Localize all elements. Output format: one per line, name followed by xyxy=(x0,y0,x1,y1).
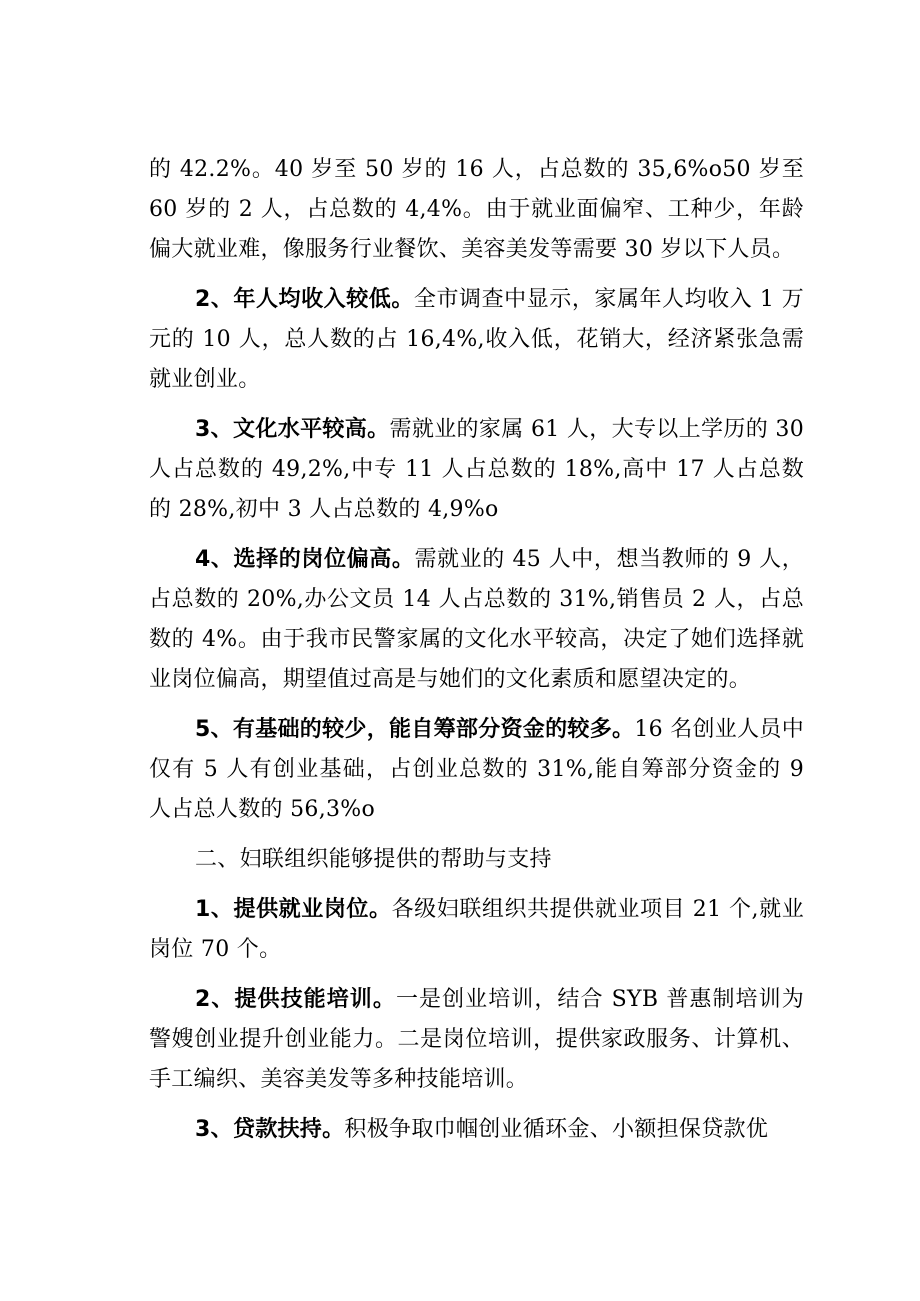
paragraph-text: 需就业的 45 人中，想当教师的 9 人，占总数的 20%,办公文员 14 人占总数的 31%,销售员 2 人，占总数的 4%。由于我市民警家属的文化水平较高，决定了她们选择就业岗位偏高，期望值过高是与她们的文化素质和愿望决定的。 xyxy=(149,547,805,692)
paragraph-text: 一是创业培训，结合 SYB 普惠制培训为警嫂创业提升创业能力。二是岗位培训，提供家政服务、计算机、手工编织、美容美发等多种技能培训。 xyxy=(149,987,804,1092)
paragraph-lead: 3、贷款扶持。 xyxy=(195,1117,345,1142)
paragraph-lead: 5、有基础的较少，能自筹部分资金的较多。 xyxy=(195,717,635,742)
document-body xyxy=(149,150,804,1150)
paragraph-text: 的 42.2%。40 岁至 50 岁的 16 人，占总数的 35,6%o50 岁至 60 岁的 2 人，占总数的 4,4%。由于就业面偏窄、工种少，年龄偏大就业难，像服务行业餐饮、美容美发等需要 30 岁以下人员。 xyxy=(149,157,804,262)
section-heading: 二、妇联组织能够提供的帮助与支持 xyxy=(195,847,552,872)
paragraph-job-positions xyxy=(149,890,804,970)
paragraph-lead: 2、年人均收入较低。 xyxy=(195,287,414,312)
paragraph-job-preference xyxy=(149,540,804,700)
paragraph-lead: 1、提供就业岗位。 xyxy=(195,897,392,922)
paragraph-lead: 2、提供技能培训。 xyxy=(195,987,396,1012)
paragraph-skills-training xyxy=(149,980,804,1100)
paragraph-startup-funds xyxy=(149,710,804,830)
paragraph-lead: 4、选择的岗位偏高。 xyxy=(195,547,415,572)
paragraph-text: 16 名创业人员中仅有 5 人有创业基础，占创业总数的 31%,能自筹部分资金的 9 人占总人数的 56,3%o xyxy=(149,717,805,822)
paragraph-loan-support xyxy=(149,1110,804,1150)
paragraph-lead: 3、文化水平较高。 xyxy=(195,417,390,442)
paragraph-education xyxy=(149,410,804,530)
paragraph-text: 积极争取巾帼创业循环金、小额担保贷款优 xyxy=(344,1117,769,1142)
paragraph-text: 全市调查中显示，家属年人均收入 1 万元的 10 人，总人数的占 16,4%,收入低，花销大，经济紧张急需就业创业。 xyxy=(149,287,804,392)
paragraph-text: 各级妇联组织共提供就业项目 21 个,就业岗位 70 个。 xyxy=(149,897,804,962)
paragraph-income xyxy=(149,280,804,400)
paragraph-age-distribution xyxy=(149,150,804,270)
paragraph-text: 需就业的家属 61 人，大专以上学历的 30 人占总数的 49,2%,中专 11 人占总数的 18%,高中 17 人占总数的 28%,初中 3 人占总数的 4,9%o xyxy=(149,417,804,522)
